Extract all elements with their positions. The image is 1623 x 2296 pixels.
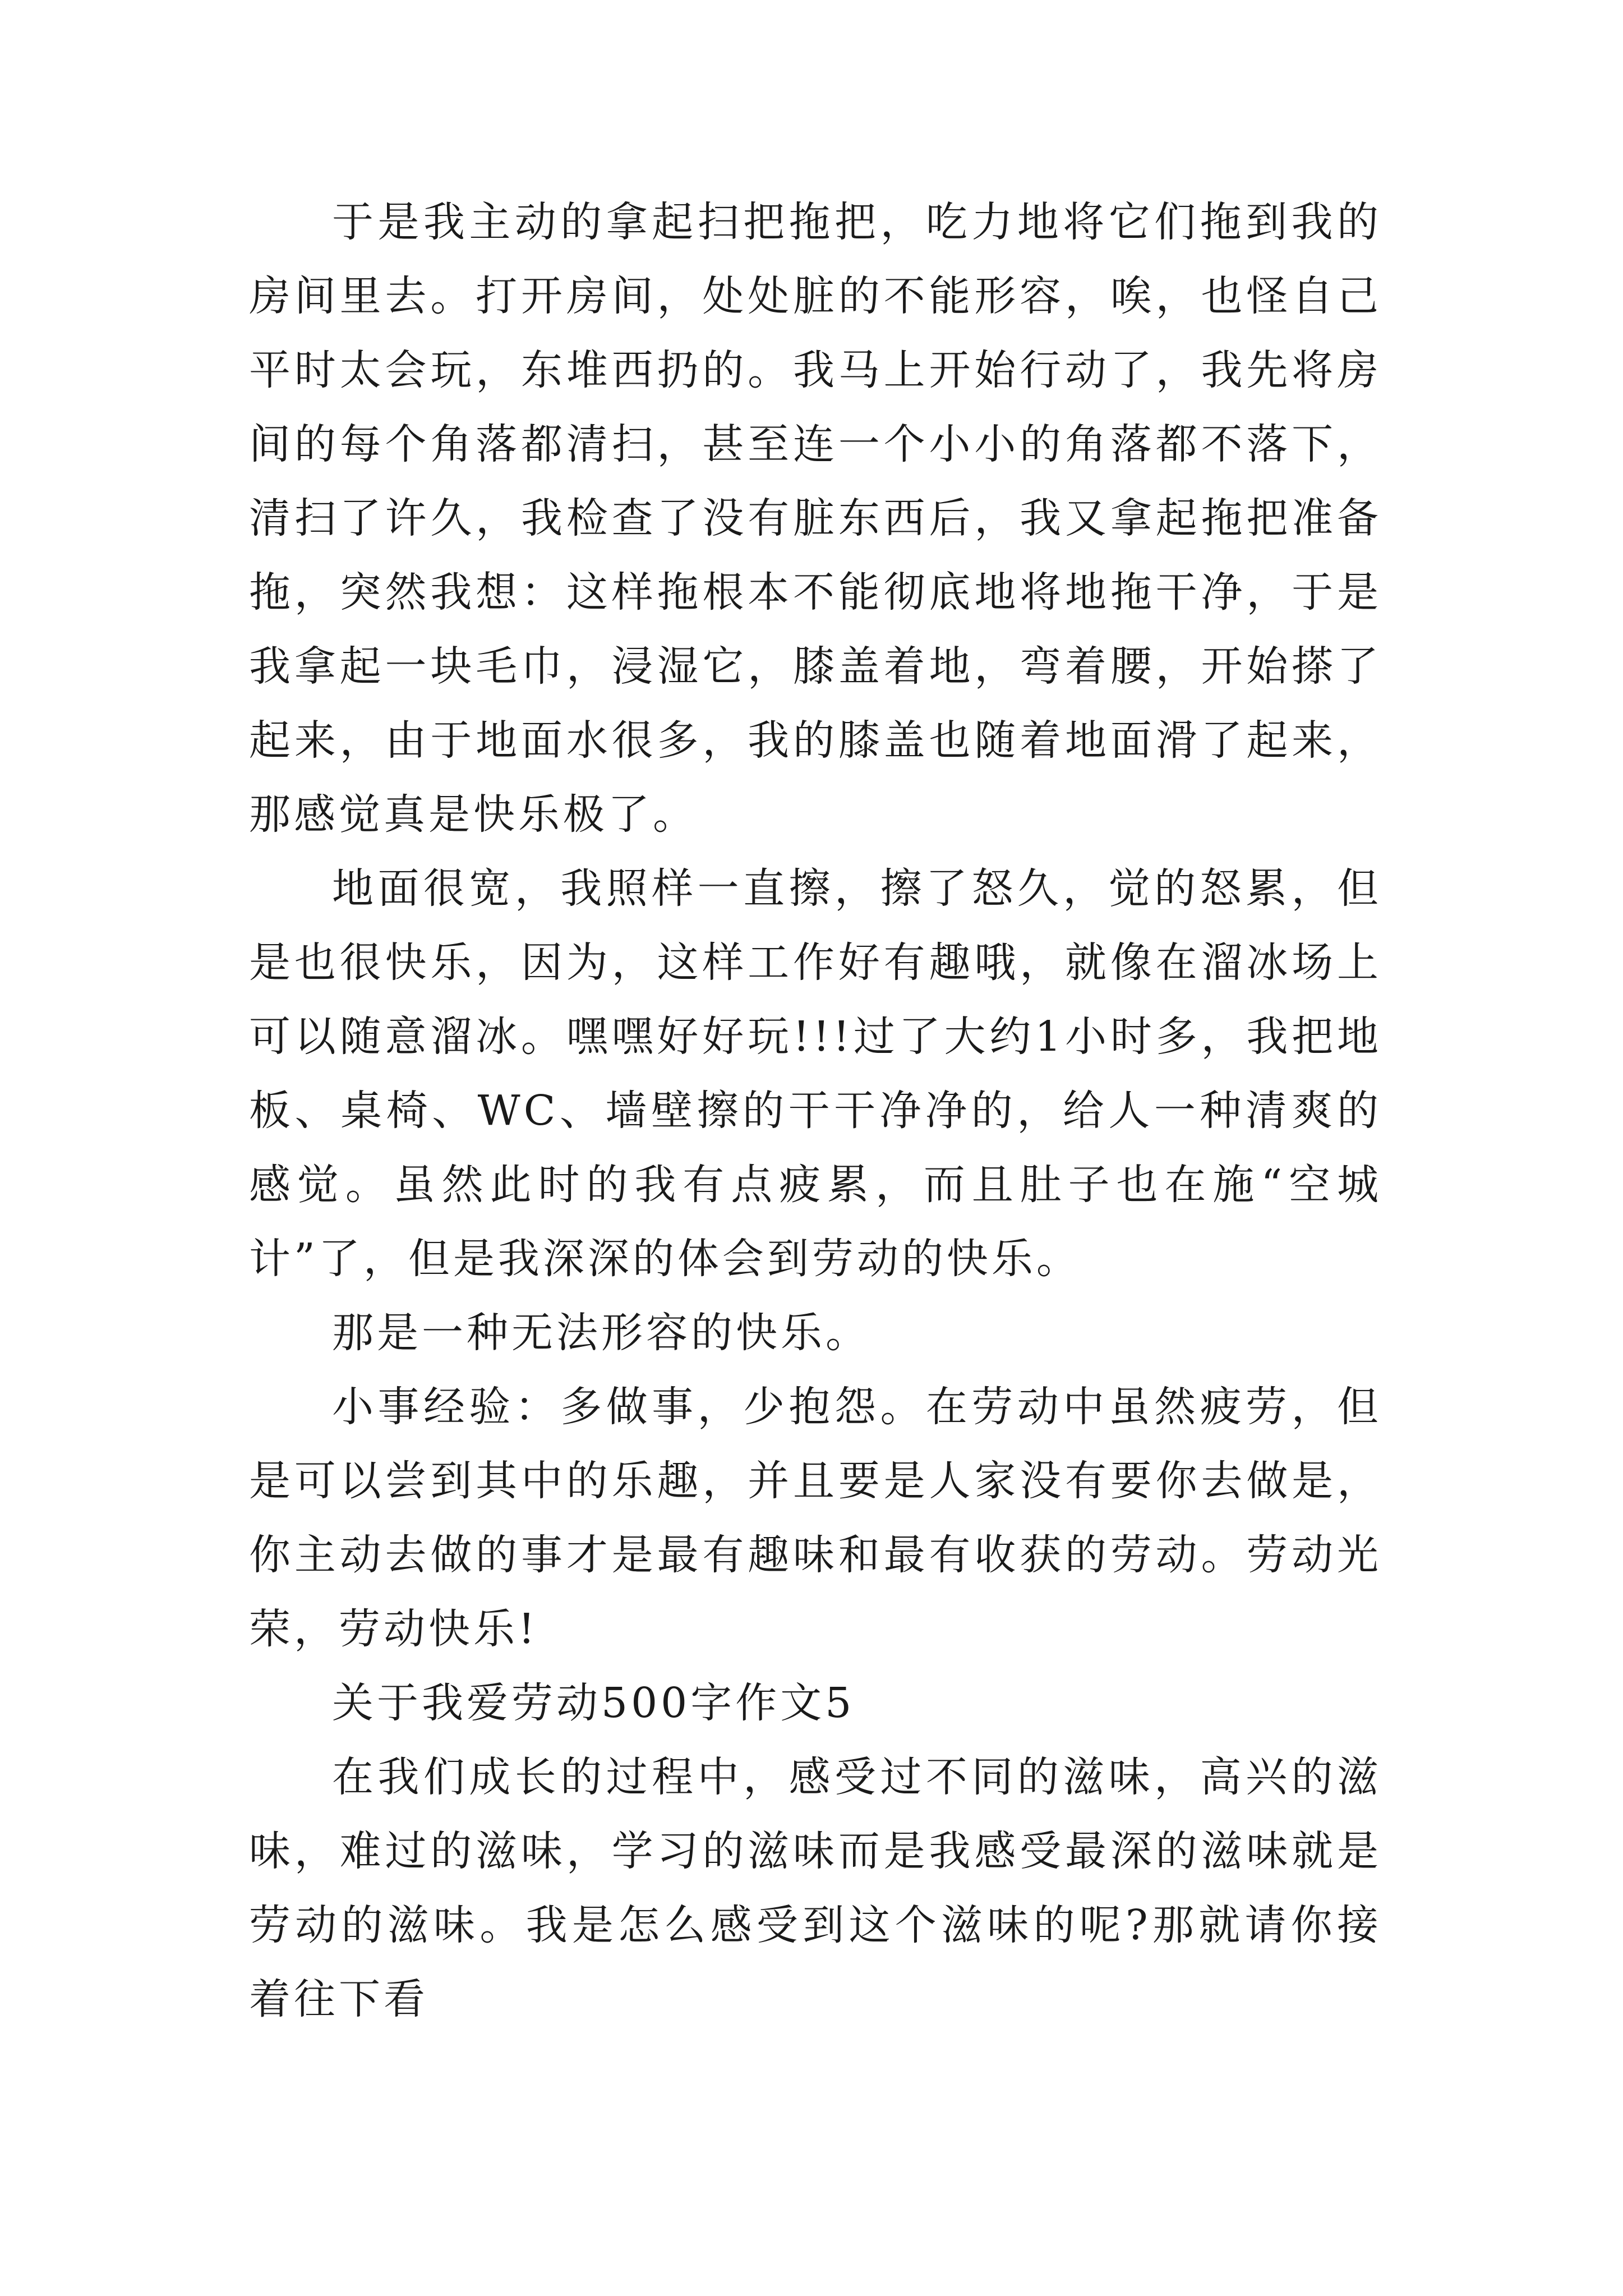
paragraph-wiping-floor: 地面很宽，我照样一直擦，擦了怒久，觉的怒累，但是也很快乐，因为，这样工作好有趣哦，就像在溜冰场上可以随意溜冰。嘿嘿好好玩!!!过了大约1小时多，我把地板、桌椅、WC、墙壁擦的干干净净的，给人一种清爽的感觉。虽然此时的我有点疲累，而且肚子也在施“空城计”了，但是我深深的体会到劳动的快乐。: [249, 864, 1382, 1283]
document-body: [249, 185, 1382, 2036]
essay-heading: 关于我爱劳动500字作文5: [332, 1679, 855, 1727]
paragraph-essay-intro: 在我们成长的过程中，感受过不同的滋味，高兴的滋味，难过的滋味，学习的滋味而是我感受最深的滋味就是劳动的滋味。我是怎么感受到这个滋味的呢?那就请你接着往下看: [249, 1753, 1382, 2023]
paragraph-cleaning-room: 于是我主动的拿起扫把拖把，吃力地将它们拖到我的房间里去。打开房间，处处脏的不能形容，唉，也怪自己平时太会玩，东堆西扔的。我马上开始行动了，我先将房间的每个角落都清扫，甚至连一个小小的角落都不落下，清扫了许久，我检查了没有脏东西后，我又拿起拖把准备拖，突然我想：这样拖根本不能彻底地将地拖干净，于是我拿起一块毛巾，浸湿它，膝盖着地，弯着腰，开始搽了起来，由于地面水很多，我的膝盖也随着地面滑了起来，那感觉真是快乐极了。: [249, 198, 1382, 839]
paragraph-indescribable-joy: 那是一种无法形容的快乐。: [332, 1309, 870, 1357]
paragraph-lesson: 小事经验：多做事，少抱怨。在劳动中虽然疲劳，但是可以尝到其中的乐趣，并且要是人家没有要你去做是，你主动去做的事才是最有趣味和最有收获的劳动。劳动光荣，劳动快乐!: [249, 1383, 1382, 1653]
